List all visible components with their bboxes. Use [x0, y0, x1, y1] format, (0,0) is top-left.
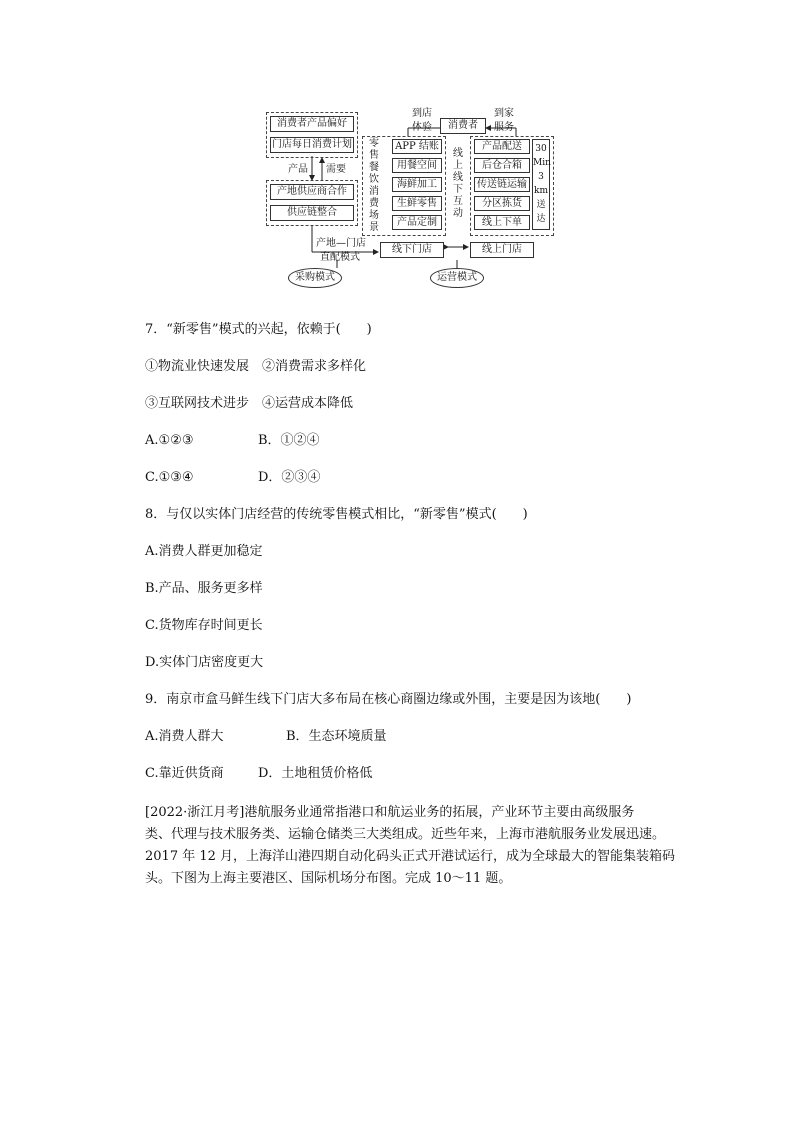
delivery-time-text: 30	[535, 144, 547, 154]
procurement-mode-oval: 采购模式	[288, 268, 342, 288]
passage-line: [2022·浙江月考]港航服务业通常指港口和航运业务的拓展，产业环节主要由高级服务	[145, 805, 635, 820]
diagram-item: 产品配送	[474, 139, 530, 154]
delivery-time-text: 3	[538, 172, 544, 182]
delivery-time-text: 送	[536, 200, 546, 210]
q7-stem: 7．“新零售”模式的兴起，依赖于( )	[145, 322, 372, 337]
diagram-item: 产地供应商合作	[270, 184, 354, 200]
q9-choice-d: D．土地租赁价格低	[258, 766, 373, 781]
q8-stem: 8．与仅以实体门店经营的传统零售模式相比，“新零售”模式( )	[145, 507, 528, 522]
delivery-time-box	[532, 139, 550, 230]
q9-choice-b: B．生态环境质量	[286, 729, 387, 744]
label-store-visit-1: 到店	[412, 108, 432, 119]
q8-choice-c: C.货物库存时间更长	[145, 618, 263, 633]
diagram-item: 消费者产品偏好	[270, 116, 354, 132]
operation-mode-oval: 运营模式	[430, 268, 484, 288]
link-label-2: 直配模式	[320, 252, 360, 263]
q7-choice-a: A.①②③	[145, 433, 194, 448]
diagram-item: 海鲜加工	[392, 177, 442, 192]
diagram-item: 产品定制	[392, 215, 442, 230]
q7-options-row1: ①物流业快速发展 ②消费需求多样化	[145, 359, 367, 374]
q7-choice-d: D．②③④	[258, 470, 321, 485]
passage-line: 头。下图为上海主要港区、国际机场分布图。完成 10～11 题。	[145, 871, 512, 886]
diagram-item: 后仓合箱	[474, 158, 530, 173]
label-store-visit-2: 体验	[412, 122, 432, 133]
label-home-service-1: 到家	[494, 108, 514, 119]
diagram-item: 分区拣货	[474, 196, 530, 211]
label-product: 产品	[288, 164, 308, 175]
q8-choice-b: B.产品、服务更多样	[145, 581, 263, 596]
new-retail-diagram	[262, 106, 560, 292]
delivery-time-text: Min	[533, 158, 551, 168]
online-store-box: 线上门店	[470, 242, 534, 258]
q7-choice-b: B．①②④	[258, 433, 320, 448]
q8-choice-d: D.实体门店密度更大	[145, 655, 264, 670]
passage	[145, 802, 685, 890]
consumer-box: 消费者	[440, 118, 486, 134]
q8-choice-a: A.消费人群更加稳定	[145, 544, 263, 559]
q7-options-row2: ③互联网技术进步 ④运营成本降低	[145, 396, 354, 411]
delivery-time-text: km	[534, 186, 548, 196]
diagram-item: 供应链整合	[270, 205, 354, 221]
passage-line: 2017 年 12 月，上海洋山港四期自动化码头正式开港试运行，成为全球最大的智能集装箱码	[145, 849, 676, 864]
q9-choice-a: A.消费人群大	[145, 729, 224, 744]
link-label-1: 产地—门店	[316, 238, 366, 249]
q7-choice-c: C.①③④	[145, 470, 194, 485]
q9-choice-c: C.靠近供货商	[145, 766, 224, 781]
interaction-vertical-label: 线上线下互动	[453, 148, 463, 219]
scene-vertical-title: 零售餐饮消费场景	[369, 138, 379, 233]
diagram-item: 传送链运输	[474, 177, 530, 192]
label-home-service-2: 服务	[494, 122, 514, 133]
diagram-item: 生鲜零售	[392, 196, 442, 211]
q9-stem: 9．南京市盒马鲜生线下门店大多布局在核心商圈边缘或外围，主要是因为该地( )	[145, 692, 632, 707]
diagram-item: 线上下单	[474, 215, 530, 230]
offline-store-box: 线下门店	[380, 242, 444, 258]
diagram-item: 门店每日消费计划	[270, 137, 354, 153]
diagram-item: 用餐空间	[392, 158, 442, 173]
label-demand: 需要	[326, 164, 346, 175]
diagram-item: APP 结账	[392, 139, 442, 154]
delivery-time-text: 达	[536, 214, 546, 224]
passage-line: 类、代理与技术服务类、运输仓储类三大类组成。近些年来，上海市港航服务业发展迅速。	[145, 827, 666, 842]
